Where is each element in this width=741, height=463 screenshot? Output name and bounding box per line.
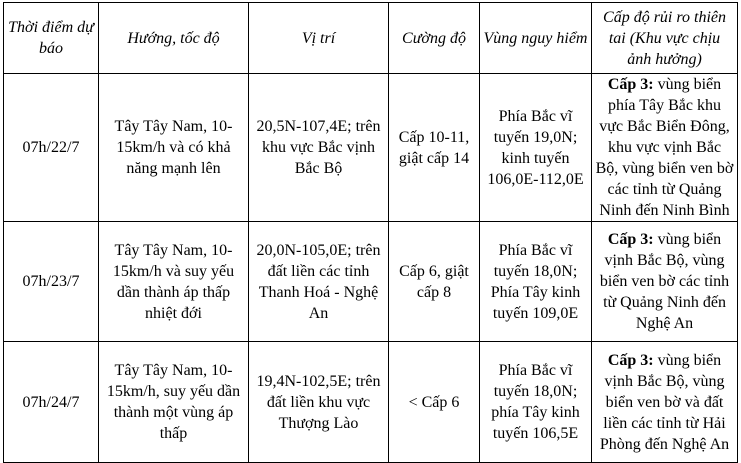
cell-risk (592, 342, 738, 463)
risk-level-label: Cấp 3: (607, 231, 654, 248)
cell-risk (592, 222, 738, 342)
cell-direction: Tây Tây Nam, 10-15km/h, suy yếu dần thành một vùng áp thấp (99, 342, 249, 463)
cell-risk (592, 74, 738, 222)
cell-position: 19,4N-102,5E; trên đất liền khu vực Thượng Lào (249, 342, 389, 463)
cell-direction: Tây Tây Nam, 10-15km/h và suy yếu dần thành áp thấp nhiệt đới (99, 222, 249, 342)
header-position: Vị trí (249, 3, 389, 74)
header-time: Thời điểm dự báo (4, 3, 99, 74)
header-direction: Hướng, tốc độ (99, 3, 249, 74)
cell-time: 07h/23/7 (4, 222, 99, 342)
header-danger-zone: Vùng nguy hiểm (480, 3, 592, 74)
table-row (4, 74, 738, 222)
cell-position: 20,5N-107,4E; trên khu vực Bắc vịnh Bắc Bộ (249, 74, 389, 222)
cell-time: 07h/22/7 (4, 74, 99, 222)
forecast-table (3, 2, 738, 463)
risk-area-text: vùng biển phía Tây Bắc khu vực Bắc Biển Đông, khu vực vịnh Bắc Bộ, vùng biển ven bờ các tỉnh từ Quảng Ninh đến Ninh Bình (595, 76, 734, 219)
cell-position: 20,0N-105,0E; trên đất liền các tỉnh Thanh Hoá - Nghệ An (249, 222, 389, 342)
risk-level-label: Cấp 3: (607, 76, 654, 93)
header-row (4, 3, 738, 74)
risk-area-text: vùng biển vịnh Bắc Bộ, vùng biển ven bờ các tỉnh từ Quảng Ninh đến Nghệ An (599, 231, 730, 332)
cell-intensity: Cấp 6, giật cấp 8 (389, 222, 480, 342)
risk-level-label: Cấp 3: (607, 351, 654, 369)
table-row (4, 222, 738, 342)
cell-direction: Tây Tây Nam, 10-15km/h và có khả năng mạnh lên (99, 74, 249, 222)
header-risk-level: Cấp độ rủi ro thiên tai (Khu vực chịu ảnh hưởng) (592, 3, 738, 74)
cell-intensity: < Cấp 6 (389, 342, 480, 463)
risk-area-text: vùng biển vịnh Bắc Bộ, vùng biển ven bờ và đất liền các tỉnh từ Hải Phòng đến Nghệ An (599, 351, 730, 453)
table-row (4, 342, 738, 463)
cell-time: 07h/24/7 (4, 342, 99, 463)
header-intensity: Cường độ (389, 3, 480, 74)
cell-danger-zone: Phía Bắc vĩ tuyến 19,0N; kinh tuyến 106,0E-112,0E (480, 74, 592, 222)
cell-danger-zone: Phía Bắc vĩ tuyến 18,0N; Phía Tây kinh tuyến 109,0E (480, 222, 592, 342)
cell-danger-zone: Phía Bắc vĩ tuyến 18,0N; phía Tây kinh tuyến 106,5E (480, 342, 592, 463)
cell-intensity: Cấp 10-11, giật cấp 14 (389, 74, 480, 222)
